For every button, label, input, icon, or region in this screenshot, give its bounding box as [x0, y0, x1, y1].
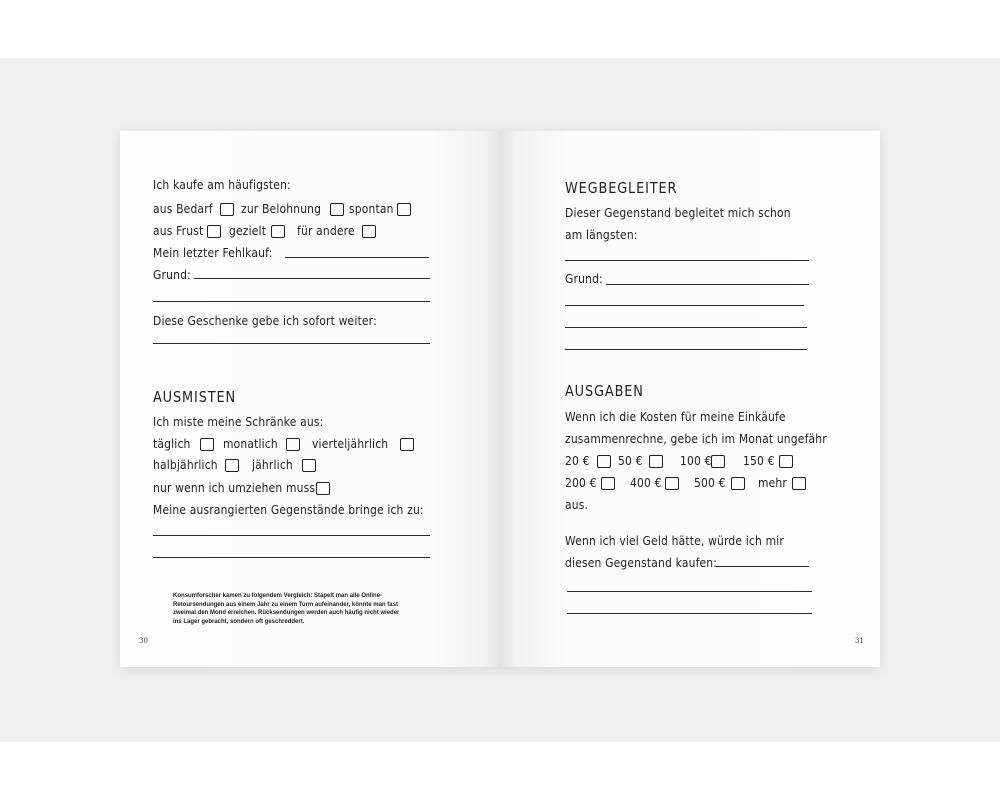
discarded-label: Meine ausrangierten Gegenstände bringe ich zu:	[153, 502, 424, 517]
checkbox-taeglich[interactable]	[200, 438, 214, 451]
checkbox-halbjaehrlich[interactable]	[225, 459, 239, 472]
companion-text: am längsten:	[565, 227, 638, 242]
write-line[interactable]	[153, 301, 430, 302]
checkbox-jaehrlich[interactable]	[302, 459, 316, 472]
open-book	[120, 131, 880, 667]
declutter-question: Ich miste meine Schränke aus:	[153, 414, 324, 429]
companion-text: Dieser Gegenstand begleitet mich schon	[565, 205, 791, 220]
option-label: spontan	[349, 201, 394, 216]
checkbox-monatlich[interactable]	[286, 438, 300, 451]
checkbox-50[interactable]	[649, 455, 663, 468]
option-label: 500 €	[694, 475, 726, 490]
shopping-heading: Ich kaufe am häufigsten:	[153, 177, 291, 192]
option-label: für andere	[297, 223, 355, 238]
write-line[interactable]	[153, 557, 430, 558]
reason-label: Grund:	[153, 267, 191, 282]
write-line[interactable]	[153, 535, 430, 536]
option-label: täglich	[153, 436, 191, 451]
footnote: Konsumforscher kamen zu folgendem Vergleich: Stapelt man alle Online-Retoursendungen aus einem Jahr zu einem Turm aufeinander, könnte man fast zweimal den Mond erreichen. Rücksendungen werden auch häufig nicht wieder ins Lager gebracht, sondern oft geschreddert.	[173, 593, 400, 625]
option-label: jährlich	[252, 457, 293, 472]
write-line[interactable]	[565, 327, 807, 328]
checkbox-umziehen[interactable]	[316, 482, 330, 495]
option-label: 50 €	[618, 453, 643, 468]
left-page	[120, 131, 500, 667]
option-label: nur wenn ich umziehen muss	[153, 480, 316, 495]
option-label: zur Belohnung	[241, 201, 322, 216]
last-bad-buy-label: Mein letzter Fehlkauf:	[153, 245, 273, 260]
checkbox-20[interactable]	[597, 455, 611, 468]
checkbox-spontan[interactable]	[397, 203, 411, 216]
expenses-text: aus.	[565, 497, 589, 512]
write-line[interactable]	[565, 349, 807, 350]
option-label: 200 €	[565, 475, 597, 490]
option-label: aus Frust	[153, 223, 204, 238]
write-line[interactable]	[565, 305, 804, 306]
checkbox-aus-bedarf[interactable]	[220, 203, 234, 216]
checkbox-vierteljaehrlich[interactable]	[400, 438, 414, 451]
write-line[interactable]	[285, 257, 429, 258]
write-line[interactable]	[567, 613, 812, 614]
checkbox-500[interactable]	[731, 477, 745, 490]
write-line[interactable]	[606, 284, 809, 285]
option-label: mehr	[758, 475, 788, 490]
write-line[interactable]	[565, 260, 809, 261]
option-label: 20 €	[565, 453, 590, 468]
option-label: 400 €	[630, 475, 662, 490]
write-line[interactable]	[716, 566, 809, 567]
right-page	[500, 131, 880, 667]
write-line[interactable]	[153, 343, 430, 344]
declutter-heading: AUSMISTEN	[153, 388, 237, 406]
checkbox-400[interactable]	[665, 477, 679, 490]
write-line[interactable]	[194, 278, 430, 279]
checkbox-mehr[interactable]	[792, 477, 806, 490]
gifts-label: Diese Geschenke gebe ich sofort weiter:	[153, 313, 377, 328]
page-number: 31	[855, 637, 864, 645]
expenses-text: zusammenrechne, gebe ich im Monat ungefähr	[565, 431, 827, 446]
write-line[interactable]	[567, 591, 812, 592]
companion-heading: WEGBEGLEITER	[565, 179, 678, 197]
option-label: 150 €	[743, 453, 775, 468]
option-label: halbjährlich	[153, 457, 218, 472]
option-label: aus Bedarf	[153, 201, 213, 216]
checkbox-aus-frust[interactable]	[207, 225, 221, 238]
option-label: 100 €	[680, 453, 712, 468]
expenses-text: Wenn ich die Kosten für meine Einkäufe	[565, 409, 786, 424]
checkbox-200[interactable]	[601, 477, 615, 490]
option-label: gezielt	[229, 223, 267, 238]
checkbox-100[interactable]	[711, 455, 725, 468]
option-label: monatlich	[223, 436, 278, 451]
option-label: vierteljährlich	[312, 436, 389, 451]
checkbox-gezielt[interactable]	[271, 225, 285, 238]
checkbox-150[interactable]	[779, 455, 793, 468]
expenses-heading: AUSGABEN	[565, 382, 644, 400]
wish-text: diesen Gegenstand kaufen:	[565, 555, 718, 570]
checkbox-fuer-andere[interactable]	[362, 225, 376, 238]
page-number: 30	[139, 637, 148, 645]
wish-text: Wenn ich viel Geld hätte, würde ich mir	[565, 533, 785, 548]
reason-label: Grund:	[565, 271, 603, 286]
checkbox-zur-belohnung[interactable]	[330, 203, 344, 216]
